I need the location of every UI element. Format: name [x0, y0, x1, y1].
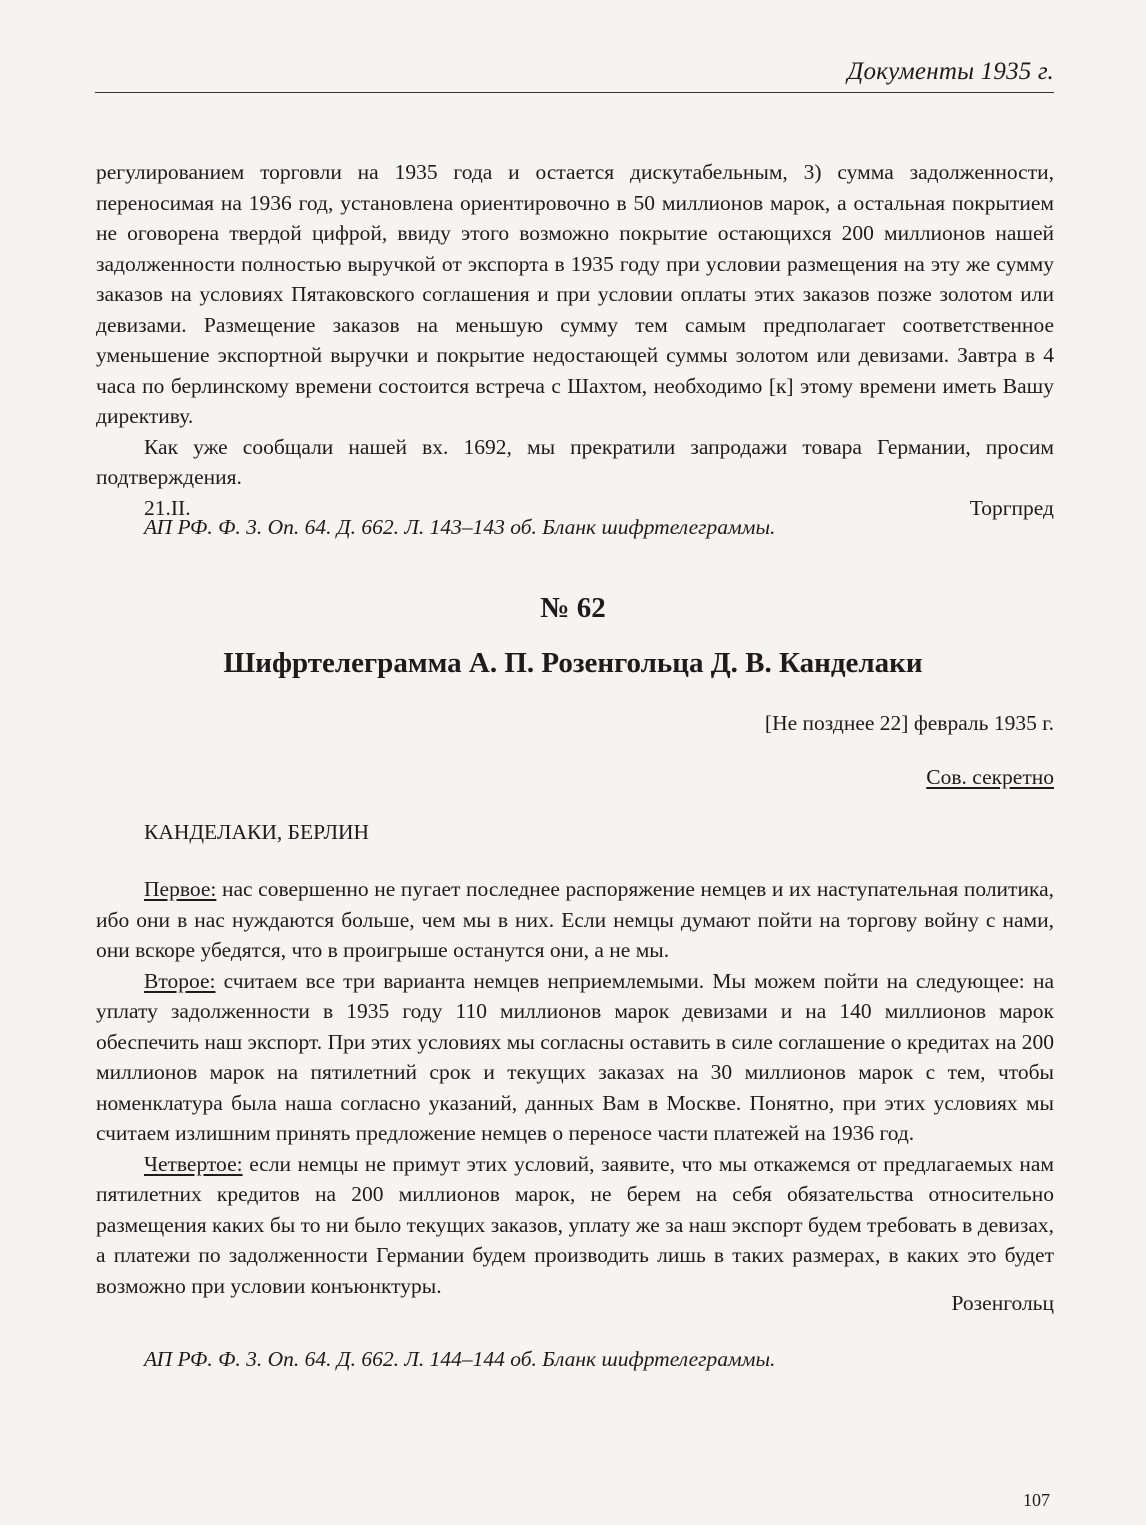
point-second-text: считаем все три варианта немцев неприемлемыми. Мы можем пойти на следующее: на уплату задолженности в 1935 году 110 миллионов марок девизами и на 140 миллионов марок обеспечить наш экспорт. При этих условиях мы согласны оставить в силе соглашение о кредитах на 200 миллионов марок на пятилетний срок и текущих заказах на 30 миллионов марок с тем, чтобы номенклатура была наша согласно указаний, данных Вам в Москве. Понятно, при этих условиях мы считаем излишним принять предложение немцев о переносе части платежей на 1936 год.	[96, 968, 1054, 1145]
document-date: [Не позднее 22] февраль 1935 г.	[764, 711, 1054, 735]
point-first	[96, 874, 1054, 966]
continuation-paragraph: регулированием торговли на 1935 года и остается дискутабельным, 3) сумма задолженности, переносимая на 1936 год, установлена ориентировочно в 50 миллионов марок, а остальная покрытием не оговорена твердой цифрой, ввиду этого возможно покрытие остающихся 200 миллионов нашей задолженности полностью выручкой от экспорта в 1935 году при условии размещения на эту же сумму заказов на условиях Пятаковского соглашения и при условии оплаты этих заказов позже золотом или девизами. Размещение заказов на меньшую сумму тем самым предполагает соответственное уменьшение экспортной выручки и покрытие недостающей суммы золотом или девизами. Завтра в 4 часа по берлинскому времени состоится встреча с Шахтом, необходимо [к] этому времени иметь Вашу директиву.	[96, 160, 1054, 428]
telegram-body	[96, 874, 1054, 1301]
header-rule	[95, 92, 1054, 93]
point-second-label: Второе:	[144, 968, 216, 993]
addressee: КАНДЕЛАКИ, БЕРЛИН	[144, 820, 370, 844]
point-first-label: Первое:	[144, 877, 217, 901]
classification-mark: Сов. секретно	[926, 765, 1054, 789]
document-title: Шифртелеграмма А. П. Розенгольца Д. В. Канделаки	[223, 647, 923, 679]
point-fourth-text: если немцы не примут этих условий, заявите, что мы откажемся от предлагаемых нам пятилетних кредитов на 200 миллионов марок, не берем на себя обязательства относительно размещения каких бы то ни было текущих заказов, уплату же за наш экспорт будем требовать в девизах, а платежи по задолженности Германии будем производить лишь в таких размерах, в каких это будет возможно при условии конъюнктуры.	[96, 1151, 1054, 1298]
running-head: Документы 1935 г.	[847, 58, 1054, 85]
page-number: 107	[1023, 1490, 1050, 1510]
continuation-paragraph-2: Как уже сообщали нашей вх. 1692, мы прекратили запродажи товара Германии, просим подтверждения.	[96, 434, 1054, 489]
continuation-text	[96, 157, 1054, 523]
source-note-1: АП РФ. Ф. 3. Оп. 64. Д. 662. Л. 143–143 об. Бланк шифртелеграммы.	[144, 515, 776, 539]
point-fourth	[96, 1149, 1054, 1302]
document-number: № 62	[540, 592, 606, 624]
point-second	[96, 966, 1054, 1149]
continuation-date: 21.II.	[144, 495, 191, 520]
continuation-signature: Торгпред	[969, 495, 1054, 520]
point-first-text: нас совершенно не пугает последнее распоряжение немцев и их наступательная политика, ибо они в нас нуждаются больше, чем мы в них. Если немцы думают пойти на торгову войну с нами, они вскоре убедятся, что в проигрыше останутся они, а не мы.	[96, 877, 1054, 962]
document-signature: Розенгольц	[951, 1291, 1054, 1315]
point-fourth-label: Четвертое:	[144, 1151, 243, 1176]
source-note-2: АП РФ. Ф. 3. Оп. 64. Д. 662. Л. 144–144 об. Бланк шифртелеграммы.	[144, 1347, 776, 1371]
